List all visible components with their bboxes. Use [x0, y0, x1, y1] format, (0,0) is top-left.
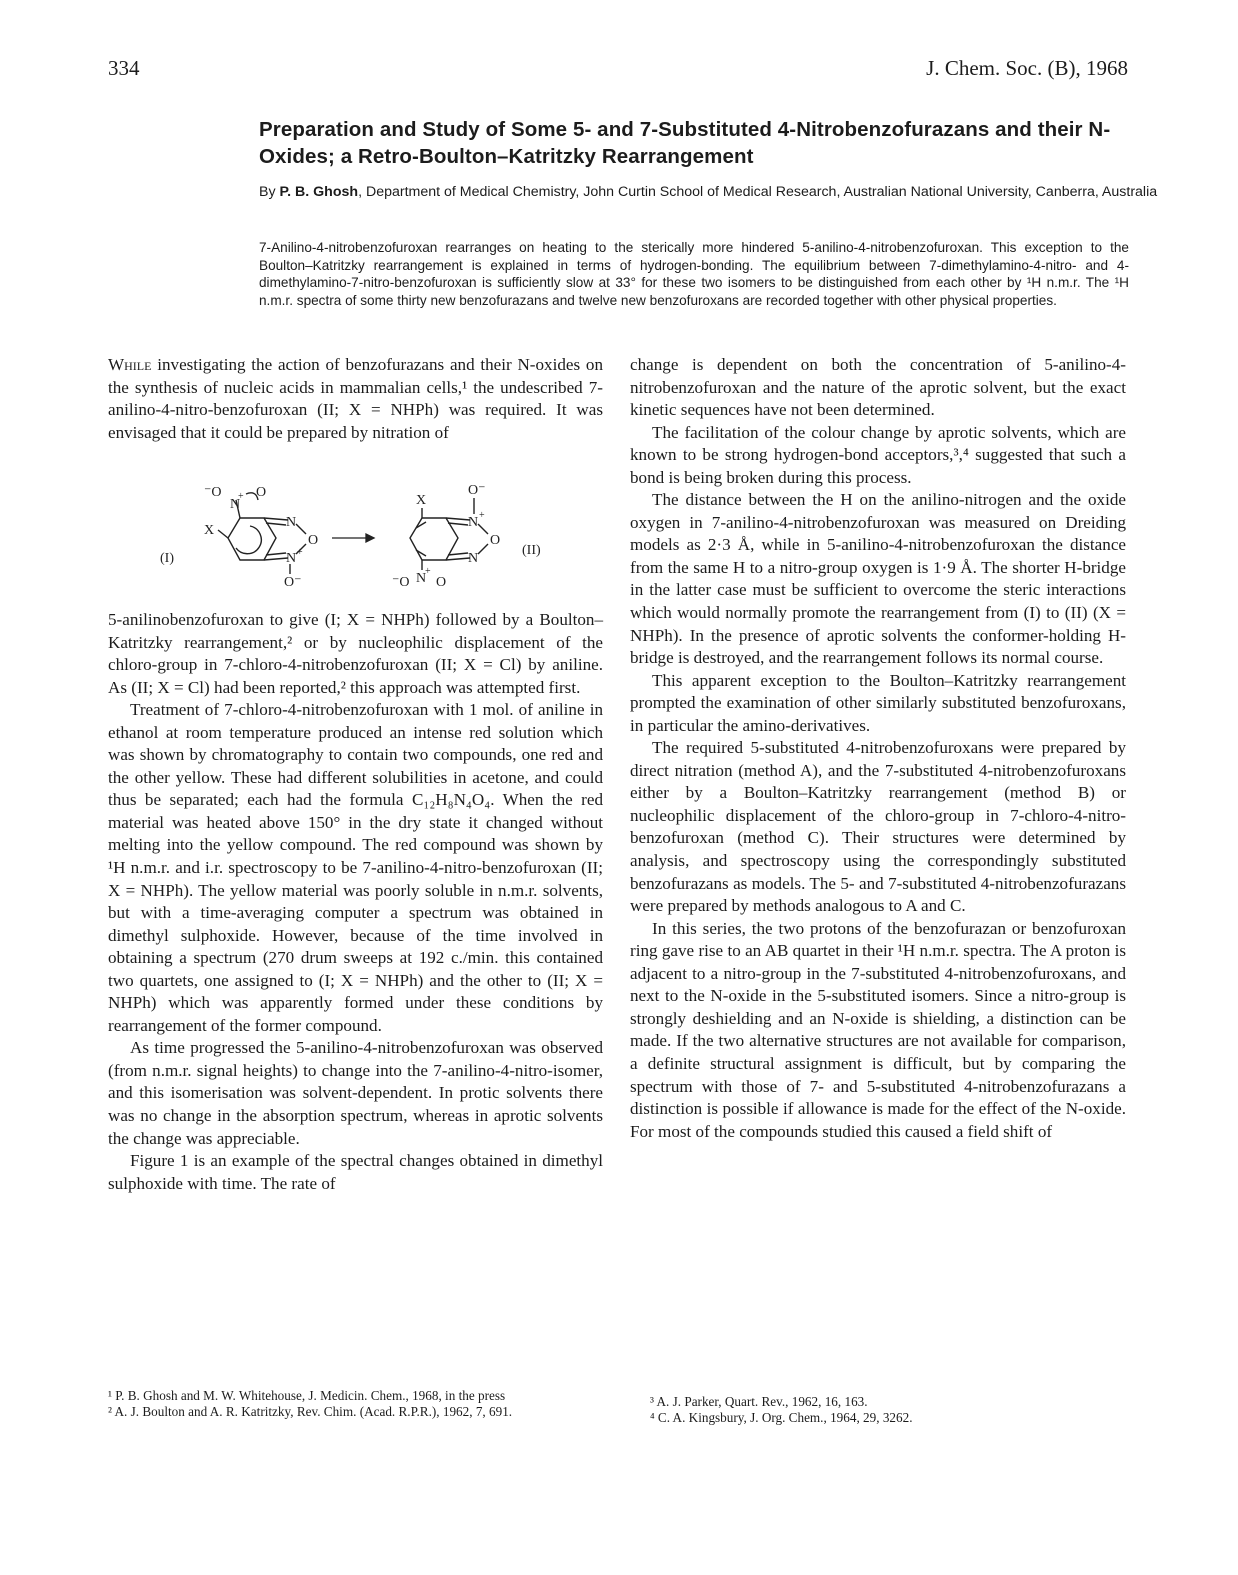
atom-N-ring-I-top: N: [286, 515, 297, 530]
reaction-scheme: [160, 478, 580, 596]
left-column-bottom: [108, 609, 603, 1195]
atom-N-nitro-I: N: [230, 497, 241, 512]
bond-O-ring-II-2: [478, 544, 488, 554]
byline-prefix: By: [259, 184, 280, 200]
ring-arrow-I: [236, 526, 261, 554]
paragraph-distance: The distance between the H on the anilino-nitrogen and the oxide oxygen in 7-anilino-4-nitrobenzofuroxan was measured on Dreiding models as 2·3 Å, while in 5-anilino-4-nitrobenzofuroxan the distance from the same H to a nitro-group oxygen is 1·9 Å. The shorter H-bridge in the latter case must be sufficient to overcome the steric interactions which would normally promote the rearrangement from (I) to (II) (X = NHPh). In the presence of aprotic solvents the conformer-holding H-bridge is destroyed, and the rearrangement follows its normal course.: [630, 490, 1126, 668]
atom-O-nitro-I: O: [256, 485, 267, 500]
atom-O-nitro-II: O: [436, 575, 447, 590]
paragraph-change-dependent: change is dependent on both the concentration of 5-anilino-4-nitrobenzofuroxan and the nature of the aprotic solvent, but the exact kinetic sequences have not been determined.: [630, 355, 1126, 420]
lead-word: While: [108, 355, 152, 374]
paragraph-treatment: Treatment of 7-chloro-4-nitrobenzofuroxan with 1 mol. of aniline in ethanol at room temperature produced an intense red solution which was shown by chromatography to contain two compounds, one red and the other yellow. These had different solubilities in acetone, and could thus be separated; each had the formula C₁₂H₈N₄O₄. When the red material was heated above 150° in the dry state it changed without melting into the yellow compound. The red compound was shown by ¹H n.m.r. and i.r. spectroscopy to be 7-anilino-4-nitro-benzofuroxan (II; X = NHPh). The yellow material was poorly soluble in n.m.r. solvents, but with a time-averaging computer a spectrum was obtained in dimethyl sulphoxide. However, because of the time involved in obtaining a spectrum (270 drum sweeps at 192 c./min. this contained two quartets, one assigned to (I; X = NHPh) and the other to (II; X = NHPh) which was apparently formed under these conditions by rearrangement of the former compound.: [108, 700, 603, 1035]
bond-N1-double: [266, 523, 286, 525]
atom-O-ring-I: O: [308, 533, 319, 548]
paragraph-facilitation: The facilitation of the colour change by aprotic solvents, which are known to be strong hydrogen-bond acceptors,³,⁴ suggested that such a bond is being broken during this process.: [630, 422, 1126, 487]
bond-O-ring-1: [296, 524, 306, 534]
paragraph-figure-1: Figure 1 is an example of the spectral changes obtained in dimethyl sulphoxide with time. The rate of: [108, 1151, 603, 1193]
paragraph-intro-continued: 5-anilinobenzofuroxan to give (I; X = NHPh) followed by a Boulton–Katritzky rearrangement,² or by nucleophilic displacement of the chloro-group in 7-chloro-4-nitrobenzofuroxan (II; X = Cl) by aniline. As (II; X = Cl) had been reported,² this approach was attempted first.: [108, 610, 603, 697]
left-column-top: [108, 354, 603, 444]
label-I: (I): [160, 551, 174, 566]
charge-plus-4: +: [425, 566, 431, 577]
article-title: Preparation and Study of Some 5- and 7-Substituted 4-Nitrobenzofurazans and their N-Oxides; a Retro-Boulton–Katritzky Rearrangement: [259, 118, 1111, 168]
atom-X-I: X: [204, 523, 215, 538]
bond-N-II-bottom-double: [448, 553, 468, 555]
charge-plus-3: +: [479, 510, 485, 521]
atom-O-ring-II: O: [490, 533, 501, 548]
intro-text: investigating the action of benzofurazans and their N-oxides on the synthesis of nucleic acids in mammalian cells,¹ the undescribed 7-anilino-4-nitro-benzofuroxan (II; X = NHPh) was required. It was envisaged that it could be prepared by nitration of: [108, 355, 603, 442]
byline: [259, 183, 1179, 202]
paragraph-time-progressed: As time progressed the 5-anilino-4-nitrobenzofuroxan was observed (from n.m.r. signal heights) to change into the 7-anilino-4-nitro-isomer, and this isomerisation was solvent-dependent. In protic solvents there was no change in the absorption spectrum, whereas in aprotic solvents the change was appreciable.: [108, 1038, 603, 1148]
journal-header: J. Chem. Soc. (B), 1968: [926, 56, 1128, 80]
right-footnotes: [650, 1394, 1126, 1426]
page-number: 334: [108, 56, 140, 80]
left-footnotes: [108, 1388, 603, 1420]
footnote-2: ² A. J. Boulton and A. R. Katritzky, Rev. Chim. (Acad. R.P.R.), 1962, 7, 691.: [108, 1404, 513, 1419]
reaction-arrow: [332, 534, 374, 542]
right-column: [630, 354, 1126, 1143]
label-II: (II): [522, 543, 541, 558]
bond-X-I: [218, 530, 228, 538]
atom-X-II: X: [416, 493, 427, 508]
benzene-ring-II: [410, 518, 458, 560]
bond-N1: [264, 518, 288, 520]
bond-O-ring-II-1: [478, 524, 488, 534]
bond-N-II-top: [446, 518, 470, 520]
author-name: P. B. Ghosh: [279, 184, 359, 200]
paragraph-intro: [108, 354, 603, 444]
affiliation: , Department of Medical Chemistry, John Curtin School of Medical Research, Australian National University, Canberra, Australia: [358, 184, 1158, 200]
atom-N-ring-II-top: N: [468, 515, 479, 530]
abstract: 7-Anilino-4-nitrobenzofuroxan rearranges on heating to the sterically more hindered 5-anilino-4-nitrobenzofuroxan. This exception to the Boulton–Katritzky rearrangement is explained in terms of hydrogen-bonding. The equilibrium between 7-dimethylamino-4-nitro- and 4-dimethylamino-7-nitro-benzofuroxan is sufficiently slow at 33° for these two isomers to be distinguished from each other by ¹H n.m.r. The ¹H n.m.r. spectra of some thirty new benzofurazans and twelve new benzofuroxans are recorded together with other physical properties.: [259, 240, 1129, 308]
atom-N-nitro-II: N: [416, 571, 427, 586]
footnote-1: ¹ P. B. Ghosh and M. W. Whitehouse, J. Medicin. Chem., 1968, in the press: [108, 1388, 506, 1403]
paragraph-exception: This apparent exception to the Boulton–Katritzky rearrangement prompted the examination of other similarly substituted benzofuroxans, in particular the amino-derivatives.: [630, 670, 1126, 735]
atom-O-minus-4: ⁻O: [392, 575, 410, 590]
footnote-3: ³ A. J. Parker, Quart. Rev., 1962, 16, 163.: [650, 1394, 868, 1409]
atom-O-minus-3: O⁻: [468, 483, 486, 498]
atom-N-ring-II-bottom: N: [468, 551, 479, 566]
bond-N-II-top-double: [448, 523, 468, 525]
bond-N-II-bottom: [446, 558, 470, 560]
bond-N2: [264, 558, 288, 560]
footnote-4: ⁴ C. A. Kingsbury, J. Org. Chem., 1964, 29, 3262.: [650, 1410, 913, 1425]
atom-N-ring-I-bottom: N: [286, 551, 297, 566]
paragraph-required: The required 5-substituted 4-nitrobenzofuroxans were prepared by direct nitration (method A), and the 7-substituted 4-nitrobenzofuroxans either by a Boulton–Katritzky rearrangement (method B) or nucleophilic displacement of the chloro-group in 7-chloro-4-nitro-benzofuroxan (method C). Their structures were determined by analysis, and spectroscopy using the correspondingly substituted benzofurazans as models. The 5- and 7-substituted 4-nitrobenzofurazans were prepared by methods analogous to A and C.: [630, 738, 1126, 916]
atom-O-minus-2: O⁻: [284, 575, 302, 590]
atom-O-minus-1: ⁻O: [204, 485, 222, 500]
paragraph-series: In this series, the two protons of the benzofurazan or benzofuroxan ring gave rise to an AB quartet in their ¹H n.m.r. spectra. The A proton is adjacent to a nitro-group in the 7-substituted 4-nitrobenzofuroxans, and next to the N-oxide in the 5-substituted isomers. Since a nitro-group is strongly deshielding and an N-oxide is shielding, a distinction can be made. If the two alternative structures are not available for comparison, a definite structural assignment is difficult, but by comparing the spectrum with those of 7- and 5-substituted 4-nitrobenzofurazans a distinction is possible if allowance is made for the effect of the N-oxide. For most of the compounds studied this caused a field shift of: [630, 918, 1126, 1141]
charge-plus-1: +: [238, 491, 244, 502]
bond-N2-double: [266, 553, 286, 555]
charge-plus-2: +: [297, 547, 303, 558]
